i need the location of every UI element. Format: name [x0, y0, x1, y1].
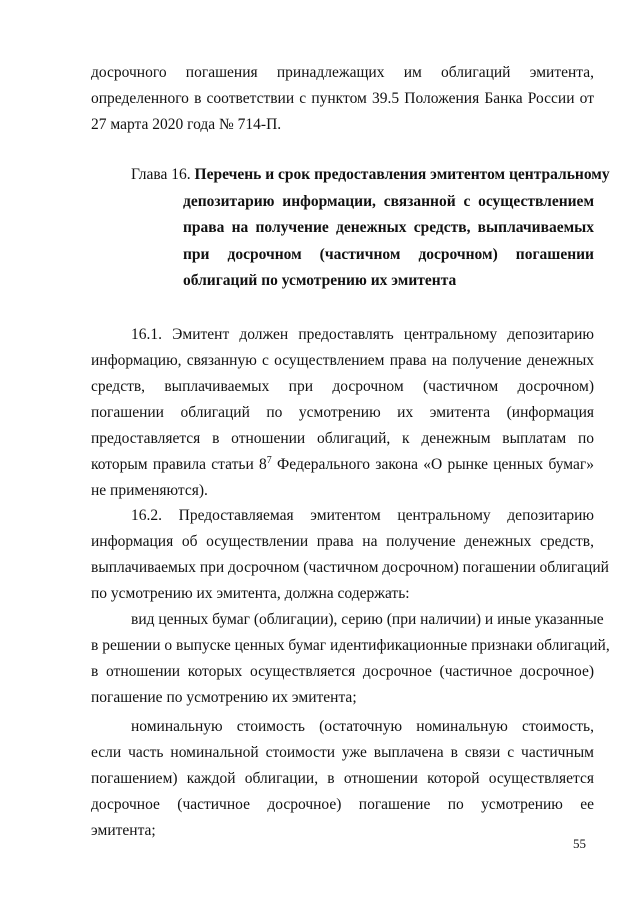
item-1-line-2: в решении о выпуске ценных бумаг идентификационные признаки облигаций, [91, 637, 610, 654]
para-16-1-line-1: 16.1. Эмитент должен предоставлять центральному депозитарию [131, 326, 594, 343]
item-1-line-1: вид ценных бумаг (облигации), серию (при наличии) и иные указанные [131, 611, 604, 628]
para-16-1-line-5: предоставляется в отношении облигаций, к денежным выплатам по [91, 430, 594, 447]
para-16-1-line-4: погашении облигаций по усмотрению их эмитента (информация [91, 404, 594, 421]
chapter-title-line-5: облигаций по усмотрению их эмитента [183, 272, 457, 289]
intro-line-2: определенного в соответствии с пунктом 39.5 Положения Банка России от [91, 90, 594, 107]
para-16-1-line-7: не применяются). [91, 482, 208, 499]
item-1-line-3: в отношении которых осуществляется досрочное (частичное досрочное) [91, 663, 594, 680]
chapter-title-line-3: права на получение денежных средств, выплачиваемых [183, 219, 594, 236]
item-1-line-4: погашение по усмотрению их эмитента; [91, 689, 357, 706]
chapter-label: Глава 16. [131, 166, 191, 183]
superscript-7: 7 [266, 455, 272, 466]
para-16-1-line-3: средств, выплачиваемых при досрочном (частичном досрочном) [91, 378, 594, 395]
chapter-title-line-1: Перечень и срок предоставления эмитентом центральному [194, 166, 610, 183]
para-16-1-line-6 [91, 455, 594, 475]
item-2-line-1: номинальную стоимость (остаточную номинальную стоимость, [131, 718, 594, 735]
item-2-line-3: погашением) каждой облигации, в отношении которой осуществляется [91, 770, 594, 787]
para-16-1-line-6-text: которым правила статьи 8 [91, 456, 267, 473]
para-16-2-line-1: 16.2. Предоставляемая эмитентом центральному депозитарию [131, 507, 594, 524]
para-16-2-line-3: выплачиваемых при досрочном (частичном досрочном) погашении облигаций [91, 559, 609, 576]
intro-line-3: 27 марта 2020 года № 714-П. [91, 116, 282, 133]
para-16-2-line-4: по усмотрению их эмитента, должна содержать: [91, 585, 410, 602]
page-number: 55 [573, 836, 586, 851]
item-2-line-2: если часть номинальной стоимости уже выплачена в связи с частичным [91, 744, 594, 761]
item-2-line-5: эмитента; [91, 822, 156, 839]
chapter-title-line-4: при досрочном (частичном досрочном) погашении [183, 246, 594, 263]
item-2-line-4: досрочное (частичное досрочное) погашение по усмотрению ее [91, 796, 594, 813]
para-16-2-line-2: информация об осуществлении права на получение денежных средств, [91, 533, 594, 550]
chapter-heading [131, 165, 610, 185]
chapter-title-line-2: депозитарию информации, связанной с осуществлением [183, 193, 594, 210]
para-16-1-line-2: информацию, связанную с осуществлением права на получение денежных [91, 352, 594, 369]
intro-line-1: досрочного погашения принадлежащих им облигаций эмитента, [91, 64, 594, 81]
para-16-1-line-6-rest: Федерального закона «О рынке ценных бумаг» [271, 456, 594, 473]
